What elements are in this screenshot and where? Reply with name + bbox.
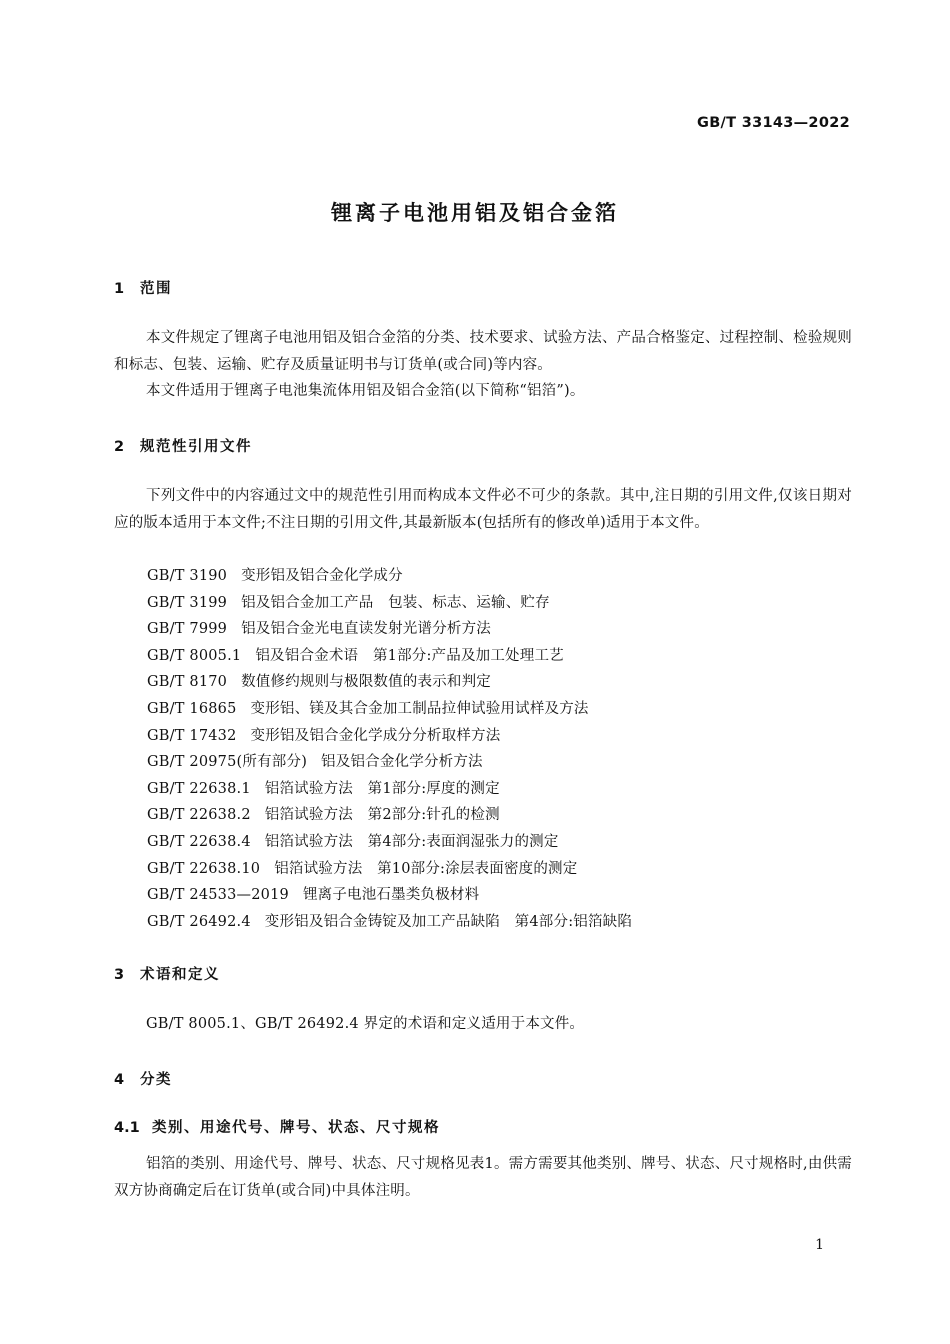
reference-code: GB/T 22638.1 — [147, 780, 251, 797]
reference-item — [147, 563, 632, 590]
section-3-paragraph: GB/T 8005.1、GB/T 26492.4 界定的术语和定义适用于本文件。 — [146, 1016, 585, 1032]
section-title: 规范性引用文件 — [140, 439, 252, 455]
reference-title: 变形铝及铝合金化学成分分析取样方法 — [250, 727, 501, 744]
section-title: 分类 — [140, 1072, 172, 1088]
reference-title: 铝箔试验方法 第10部分:涂层表面密度的测定 — [274, 860, 578, 877]
reference-item — [147, 669, 632, 696]
reference-code: GB/T 26492.4 — [147, 913, 251, 930]
subsection-4-1-paragraph: 铝箔的类别、用途代号、牌号、状态、尺寸规格见表1。需方需要其他类别、牌号、状态、尺寸规格时,由供需双方协商确定后在订货单(或合同)中具体注明。 — [114, 1156, 852, 1199]
reference-item — [147, 856, 632, 883]
section-title: 术语和定义 — [140, 967, 220, 983]
reference-item — [147, 802, 632, 829]
section-3-heading — [114, 963, 220, 984]
section-1-paragraph-2: 本文件适用于锂离子电池集流体用铝及铝合金箔(以下简称“铝箔”)。 — [146, 383, 585, 399]
reference-item — [147, 643, 632, 670]
subsection-4-1-heading — [114, 1116, 440, 1137]
reference-code: GB/T 22638.4 — [147, 833, 251, 850]
reference-code: GB/T 16865 — [147, 700, 237, 717]
section-number: 1 — [114, 281, 125, 297]
reference-code: GB/T 8005.1 — [147, 647, 242, 664]
reference-item — [147, 749, 632, 776]
reference-title: 铝箔试验方法 第4部分:表面润湿张力的测定 — [264, 833, 559, 850]
reference-item — [147, 882, 632, 909]
standard-code: GB/T 33143—2022 — [697, 115, 850, 131]
normative-reference-list — [147, 563, 632, 935]
section-4-heading — [114, 1068, 172, 1089]
section-title: 范围 — [140, 281, 172, 297]
reference-title: 数值修约规则与极限数值的表示和判定 — [241, 674, 492, 691]
section-number: 2 — [114, 439, 125, 455]
reference-title: 铝及铝合金光电直读发射光谱分析方法 — [241, 621, 492, 638]
reference-title: 铝及铝合金加工产品 包装、标志、运输、贮存 — [241, 594, 550, 611]
reference-title: 铝及铝合金术语 第1部分:产品及加工处理工艺 — [255, 647, 564, 664]
reference-title: 铝箔试验方法 第2部分:针孔的检测 — [264, 807, 500, 824]
reference-code: GB/T 3199 — [147, 594, 228, 611]
subsection-title: 类别、用途代号、牌号、状态、尺寸规格 — [152, 1120, 440, 1136]
reference-title: 变形铝及铝合金铸锭及加工产品缺陷 第4部分:铝箔缺陷 — [264, 913, 633, 930]
reference-code: GB/T 22638.10 — [147, 860, 261, 877]
reference-item — [147, 590, 632, 617]
reference-code: GB/T 7999 — [147, 621, 228, 638]
reference-code: GB/T 8170 — [147, 674, 228, 691]
section-2-heading — [114, 435, 252, 456]
reference-item — [147, 723, 632, 750]
section-1-heading — [114, 277, 172, 298]
reference-item — [147, 616, 632, 643]
reference-title: 锂离子电池石墨类负极材料 — [302, 887, 480, 904]
subsection-number: 4.1 — [114, 1120, 140, 1136]
document-title: 锂离子电池用铝及铝合金箔 — [331, 201, 619, 225]
reference-code: GB/T 17432 — [147, 727, 237, 744]
reference-title: 铝及铝合金化学分析方法 — [321, 754, 483, 771]
section-number: 4 — [114, 1072, 125, 1088]
reference-item — [147, 776, 632, 803]
reference-code: GB/T 24533—2019 — [147, 887, 289, 904]
reference-title: 变形铝、镁及其合金加工制品拉伸试验用试样及方法 — [250, 700, 589, 717]
reference-code: GB/T 20975(所有部分) — [147, 754, 308, 771]
section-number: 3 — [114, 967, 125, 983]
reference-item — [147, 909, 632, 936]
reference-title: 变形铝及铝合金化学成分 — [241, 568, 403, 584]
reference-code: GB/T 3190 — [147, 568, 228, 584]
reference-item — [147, 696, 632, 723]
page-number: 1 — [815, 1237, 824, 1253]
section-2-intro: 下列文件中的内容通过文中的规范性引用而构成本文件必不可少的条款。其中,注日期的引用文件,仅该日期对应的版本适用于本文件;不注日期的引用文件,其最新版本(包括所有的修改单)适用于本文件。 — [114, 488, 852, 531]
section-1-paragraph-1: 本文件规定了锂离子电池用铝及铝合金箔的分类、技术要求、试验方法、产品合格鉴定、过程控制、检验规则和标志、包装、运输、贮存及质量证明书与订货单(或合同)等内容。 — [114, 330, 852, 373]
reference-code: GB/T 22638.2 — [147, 807, 251, 824]
reference-title: 铝箔试验方法 第1部分:厚度的测定 — [264, 780, 500, 797]
reference-item — [147, 829, 632, 856]
